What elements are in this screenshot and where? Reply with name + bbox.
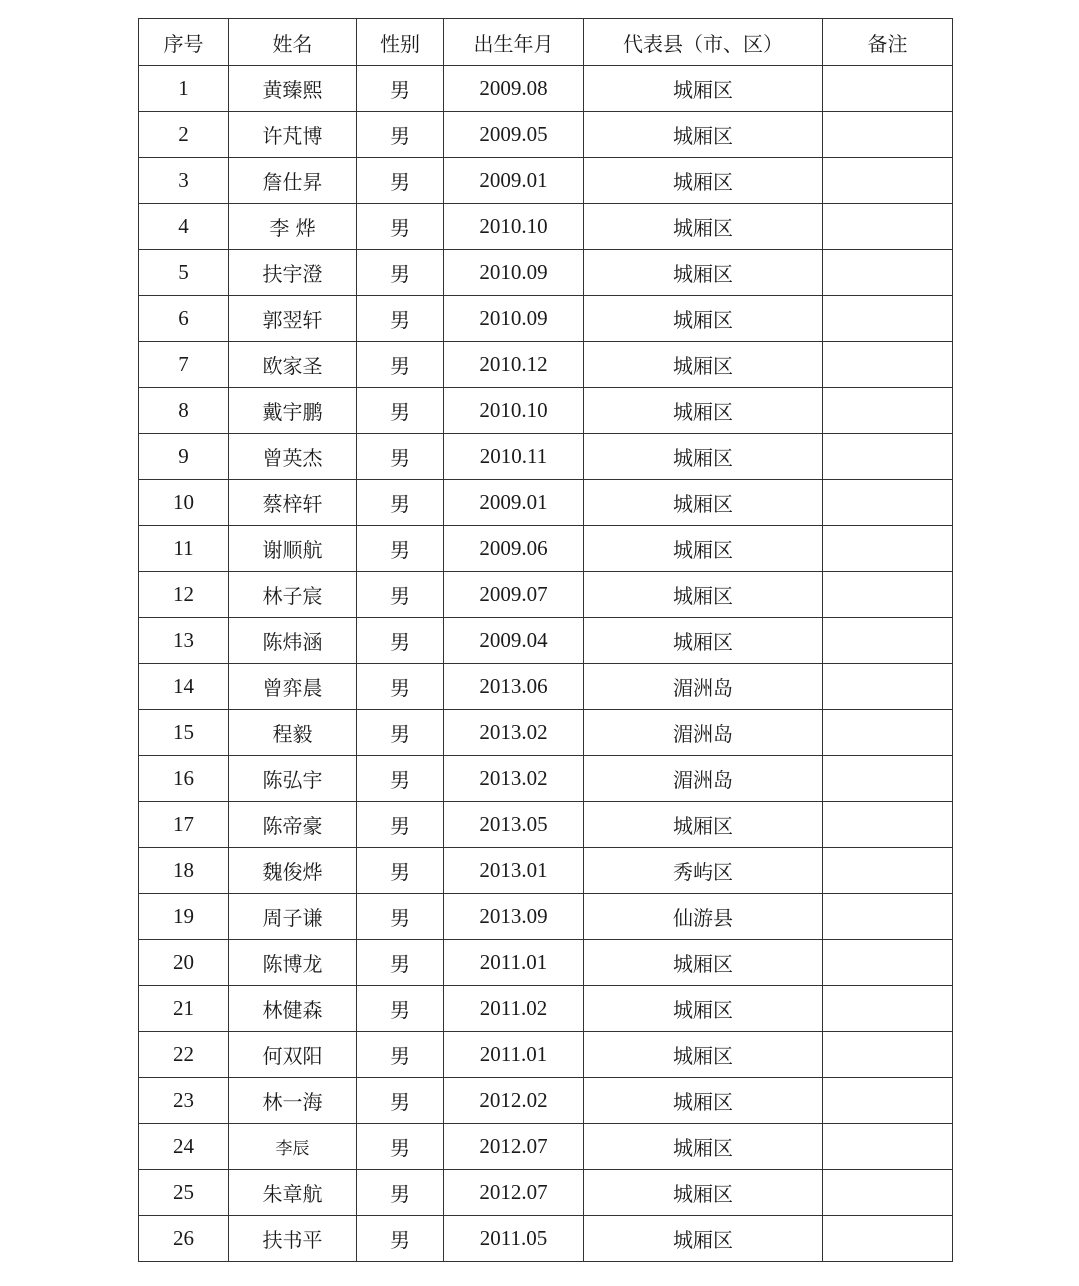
cell-gender: 男 xyxy=(357,434,444,480)
cell-seq: 25 xyxy=(139,1170,229,1216)
cell-note xyxy=(823,204,953,250)
cell-seq: 22 xyxy=(139,1032,229,1078)
table-row xyxy=(139,342,953,388)
cell-note xyxy=(823,480,953,526)
cell-note xyxy=(823,986,953,1032)
cell-name: 戴宇鹏 xyxy=(229,388,357,434)
cell-seq: 24 xyxy=(139,1124,229,1170)
cell-name: 林一海 xyxy=(229,1078,357,1124)
cell-seq: 19 xyxy=(139,894,229,940)
cell-seq: 15 xyxy=(139,710,229,756)
cell-gender: 男 xyxy=(357,756,444,802)
cell-note xyxy=(823,710,953,756)
cell-seq: 9 xyxy=(139,434,229,480)
table-row xyxy=(139,1170,953,1216)
header-note: 备注 xyxy=(823,19,953,66)
cell-birth: 2009.05 xyxy=(444,112,584,158)
cell-gender: 男 xyxy=(357,1216,444,1262)
cell-gender: 男 xyxy=(357,480,444,526)
cell-note xyxy=(823,112,953,158)
cell-district: 城厢区 xyxy=(584,112,823,158)
table-row xyxy=(139,204,953,250)
table-row xyxy=(139,802,953,848)
cell-note xyxy=(823,802,953,848)
table-row xyxy=(139,1032,953,1078)
cell-gender: 男 xyxy=(357,1078,444,1124)
cell-seq: 23 xyxy=(139,1078,229,1124)
cell-gender: 男 xyxy=(357,894,444,940)
cell-note xyxy=(823,388,953,434)
cell-note xyxy=(823,296,953,342)
cell-name: 程毅 xyxy=(229,710,357,756)
cell-district: 城厢区 xyxy=(584,158,823,204)
cell-seq: 12 xyxy=(139,572,229,618)
cell-note xyxy=(823,66,953,112)
cell-district: 城厢区 xyxy=(584,1078,823,1124)
cell-name: 林子宸 xyxy=(229,572,357,618)
cell-name: 欧家圣 xyxy=(229,342,357,388)
table-row xyxy=(139,756,953,802)
table-row xyxy=(139,848,953,894)
cell-district: 城厢区 xyxy=(584,1124,823,1170)
cell-gender: 男 xyxy=(357,204,444,250)
cell-gender: 男 xyxy=(357,388,444,434)
cell-note xyxy=(823,1170,953,1216)
cell-name: 何双阳 xyxy=(229,1032,357,1078)
table-row xyxy=(139,1124,953,1170)
roster-table xyxy=(138,18,953,1262)
cell-gender: 男 xyxy=(357,618,444,664)
cell-seq: 11 xyxy=(139,526,229,572)
cell-district: 城厢区 xyxy=(584,802,823,848)
header-seq: 序号 xyxy=(139,19,229,66)
cell-gender: 男 xyxy=(357,250,444,296)
cell-birth: 2013.06 xyxy=(444,664,584,710)
cell-name: 陈帝豪 xyxy=(229,802,357,848)
cell-birth: 2009.06 xyxy=(444,526,584,572)
cell-name: 郭翌轩 xyxy=(229,296,357,342)
cell-birth: 2010.09 xyxy=(444,250,584,296)
cell-birth: 2010.09 xyxy=(444,296,584,342)
cell-name: 谢顺航 xyxy=(229,526,357,572)
cell-note xyxy=(823,158,953,204)
cell-seq: 13 xyxy=(139,618,229,664)
cell-gender: 男 xyxy=(357,526,444,572)
cell-name: 朱章航 xyxy=(229,1170,357,1216)
cell-note xyxy=(823,1032,953,1078)
cell-name: 蔡梓轩 xyxy=(229,480,357,526)
table-row xyxy=(139,526,953,572)
cell-note xyxy=(823,250,953,296)
table-row xyxy=(139,940,953,986)
header-row xyxy=(139,19,953,66)
cell-note xyxy=(823,1078,953,1124)
cell-seq: 4 xyxy=(139,204,229,250)
cell-district: 城厢区 xyxy=(584,204,823,250)
table-row xyxy=(139,296,953,342)
cell-birth: 2010.10 xyxy=(444,204,584,250)
cell-name: 陈博龙 xyxy=(229,940,357,986)
cell-name: 曾英杰 xyxy=(229,434,357,480)
cell-birth: 2011.02 xyxy=(444,986,584,1032)
cell-district: 湄洲岛 xyxy=(584,756,823,802)
cell-district: 城厢区 xyxy=(584,1170,823,1216)
table-row xyxy=(139,894,953,940)
table-row xyxy=(139,710,953,756)
cell-note xyxy=(823,526,953,572)
cell-seq: 5 xyxy=(139,250,229,296)
cell-seq: 6 xyxy=(139,296,229,342)
cell-note xyxy=(823,664,953,710)
roster-body xyxy=(139,66,953,1262)
cell-seq: 10 xyxy=(139,480,229,526)
cell-birth: 2012.02 xyxy=(444,1078,584,1124)
cell-birth: 2009.04 xyxy=(444,618,584,664)
cell-district: 城厢区 xyxy=(584,1032,823,1078)
cell-seq: 21 xyxy=(139,986,229,1032)
table-row xyxy=(139,250,953,296)
cell-birth: 2013.01 xyxy=(444,848,584,894)
cell-seq: 17 xyxy=(139,802,229,848)
cell-district: 城厢区 xyxy=(584,940,823,986)
cell-gender: 男 xyxy=(357,664,444,710)
cell-birth: 2009.08 xyxy=(444,66,584,112)
cell-gender: 男 xyxy=(357,1032,444,1078)
cell-note xyxy=(823,1216,953,1262)
cell-gender: 男 xyxy=(357,1124,444,1170)
cell-birth: 2013.09 xyxy=(444,894,584,940)
table-row xyxy=(139,158,953,204)
cell-note xyxy=(823,848,953,894)
cell-district: 城厢区 xyxy=(584,480,823,526)
cell-district: 湄洲岛 xyxy=(584,710,823,756)
header-birth: 出生年月 xyxy=(444,19,584,66)
cell-name: 李辰 xyxy=(229,1124,357,1170)
cell-district: 城厢区 xyxy=(584,388,823,434)
cell-gender: 男 xyxy=(357,848,444,894)
cell-name: 曾弈晨 xyxy=(229,664,357,710)
cell-seq: 20 xyxy=(139,940,229,986)
cell-note xyxy=(823,894,953,940)
table-row xyxy=(139,480,953,526)
table-row xyxy=(139,66,953,112)
cell-birth: 2010.10 xyxy=(444,388,584,434)
cell-name: 詹仕昇 xyxy=(229,158,357,204)
table-row xyxy=(139,1216,953,1262)
cell-note xyxy=(823,940,953,986)
cell-seq: 26 xyxy=(139,1216,229,1262)
cell-seq: 1 xyxy=(139,66,229,112)
cell-note xyxy=(823,756,953,802)
cell-seq: 16 xyxy=(139,756,229,802)
cell-gender: 男 xyxy=(357,112,444,158)
table-row xyxy=(139,986,953,1032)
cell-birth: 2010.12 xyxy=(444,342,584,388)
cell-district: 仙游县 xyxy=(584,894,823,940)
header-name: 姓名 xyxy=(229,19,357,66)
header-district: 代表县（市、区） xyxy=(584,19,823,66)
cell-name: 李 烨 xyxy=(229,204,357,250)
cell-gender: 男 xyxy=(357,572,444,618)
cell-birth: 2013.02 xyxy=(444,756,584,802)
cell-note xyxy=(823,572,953,618)
cell-name: 林健森 xyxy=(229,986,357,1032)
cell-name: 周子谦 xyxy=(229,894,357,940)
cell-birth: 2009.01 xyxy=(444,158,584,204)
cell-district: 城厢区 xyxy=(584,1216,823,1262)
cell-gender: 男 xyxy=(357,296,444,342)
cell-district: 城厢区 xyxy=(584,296,823,342)
cell-birth: 2009.07 xyxy=(444,572,584,618)
cell-birth: 2012.07 xyxy=(444,1124,584,1170)
table-row xyxy=(139,112,953,158)
cell-seq: 3 xyxy=(139,158,229,204)
cell-birth: 2010.11 xyxy=(444,434,584,480)
table-row xyxy=(139,572,953,618)
table-row xyxy=(139,664,953,710)
cell-gender: 男 xyxy=(357,342,444,388)
cell-gender: 男 xyxy=(357,710,444,756)
cell-district: 城厢区 xyxy=(584,434,823,480)
cell-district: 城厢区 xyxy=(584,250,823,296)
table-row xyxy=(139,434,953,480)
table-row xyxy=(139,1078,953,1124)
cell-seq: 8 xyxy=(139,388,229,434)
cell-gender: 男 xyxy=(357,158,444,204)
cell-note xyxy=(823,342,953,388)
cell-name: 许芃博 xyxy=(229,112,357,158)
cell-name: 扶宇澄 xyxy=(229,250,357,296)
cell-birth: 2013.02 xyxy=(444,710,584,756)
cell-name: 黄臻熙 xyxy=(229,66,357,112)
cell-district: 城厢区 xyxy=(584,66,823,112)
cell-note xyxy=(823,434,953,480)
cell-birth: 2013.05 xyxy=(444,802,584,848)
cell-birth: 2011.01 xyxy=(444,1032,584,1078)
cell-name: 魏俊烨 xyxy=(229,848,357,894)
header-gender: 性别 xyxy=(357,19,444,66)
cell-birth: 2009.01 xyxy=(444,480,584,526)
cell-name: 陈炜涵 xyxy=(229,618,357,664)
cell-note xyxy=(823,1124,953,1170)
cell-note xyxy=(823,618,953,664)
table-row xyxy=(139,618,953,664)
cell-seq: 18 xyxy=(139,848,229,894)
cell-district: 城厢区 xyxy=(584,526,823,572)
cell-district: 城厢区 xyxy=(584,342,823,388)
cell-district: 城厢区 xyxy=(584,986,823,1032)
cell-district: 城厢区 xyxy=(584,618,823,664)
cell-gender: 男 xyxy=(357,986,444,1032)
cell-seq: 7 xyxy=(139,342,229,388)
cell-district: 城厢区 xyxy=(584,572,823,618)
cell-birth: 2011.05 xyxy=(444,1216,584,1262)
cell-birth: 2012.07 xyxy=(444,1170,584,1216)
cell-name: 扶书平 xyxy=(229,1216,357,1262)
cell-gender: 男 xyxy=(357,1170,444,1216)
cell-gender: 男 xyxy=(357,802,444,848)
cell-seq: 2 xyxy=(139,112,229,158)
cell-gender: 男 xyxy=(357,66,444,112)
table-row xyxy=(139,388,953,434)
cell-name: 陈弘宇 xyxy=(229,756,357,802)
cell-seq: 14 xyxy=(139,664,229,710)
cell-gender: 男 xyxy=(357,940,444,986)
cell-district: 湄洲岛 xyxy=(584,664,823,710)
cell-birth: 2011.01 xyxy=(444,940,584,986)
cell-district: 秀屿区 xyxy=(584,848,823,894)
